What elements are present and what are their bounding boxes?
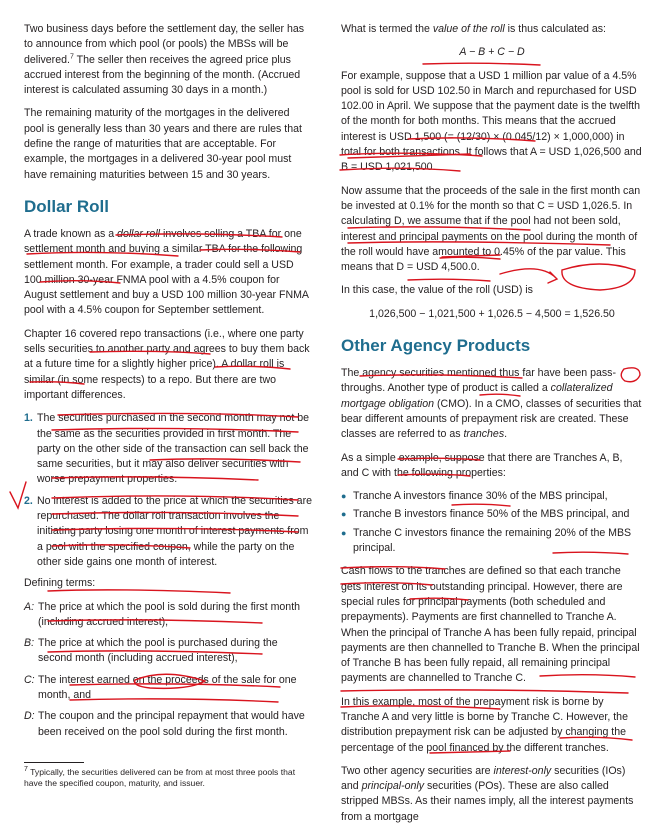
paragraph-repo: Chapter 16 covered repo transactions (i.e., where one party sells securities to another party and agrees to buy them back at a future time for a slightly higher price). A dollar roll is similar (in some respects) to a repo. But there are two important differences. xyxy=(24,327,310,401)
tranche-list xyxy=(341,489,643,556)
paragraph-io-po: Two other agency securities are interest-only securities (IOs) and principal-only securities (POs). These are also called stripped MBSs. As their names imply, all the interest payments from a mortgage xyxy=(341,764,634,823)
list-item: ● Tranche C investors finance the remaining 20% of the MBS principal. xyxy=(341,526,632,555)
term-item: B: The price at which the pool is purchased during the second month (including accrued interest), xyxy=(24,637,278,665)
footnote: $^7$ Typically, the securities delivered can be from at most three pools that have the specified coupon, maturity, and issuer. xyxy=(24,766,296,788)
footnote-divider xyxy=(24,762,84,763)
term-item: D: The coupon and the principal repayment that would have been received on the pool sold during the first month. xyxy=(24,710,305,738)
paragraph-cmo: The agency securities mentioned thus far have been pass-throughs. Another type of product is called a collateralized mortgage obligation (CMO). In a CMO, classes of securities that bear different amounts of prepayment risk are created. These classes are referred to as tranches. xyxy=(341,367,642,441)
paragraph-value-of-roll: What is termed the value of the roll is thus calculated as: xyxy=(341,23,607,35)
terms-list xyxy=(24,600,312,740)
term-item: C: The interest earned on the proceeds of the sale for one month, and xyxy=(24,673,297,701)
differences-list xyxy=(24,411,312,570)
paragraph-cash-flows: Cash flows to the tranches are defined so that each tranche gets interest on its outstanding principal. However, there are special rules for principal payments (both scheduled and prepayments). Payments are first channelled to Tranche A. When the principal of Tranche A has been fully repaid, principal payments are then channelled to Tranche B. When the principal of Tranche B has been fully repaid, all remaining principal payments are channelled to Tranche C. xyxy=(341,565,640,685)
paragraph-dollar-roll: A trade known as a dollar roll involves selling a TBA for one settlement month and buying a similar TBA for the following settlement month. For example, a trader could sell a USD 100 million 30-year FNMA pool with a 4.5% coupon for August settlement and buy a USD 100 million 30-year FNMA pool with a 4.5% coupon for September settlement. xyxy=(24,227,309,317)
right-column xyxy=(341,22,643,833)
paragraph-tranches-intro: As a simple example, suppose that there are Tranches A, B, and C with the following properties: xyxy=(341,451,623,479)
paragraph-example: For example, suppose that a USD 1 million par value of a 4.5% pool is sold for USD 102.50 in March and repurchased for USD 102.00 in April. We suppose that the payment date is the twelfth of the month for both months. This means that the accrued interest is USD 1,500 (= (12/30) × (0.045/12) × 1,000,000) in total for both transactions. It follows that A = USD 1,026,500 and B = USD 1,021,500. xyxy=(341,69,642,174)
list-item: 1. The securities purchased in the second month may not be the same as the securities provided in first month. The party on the other side of the transaction can sell back the same securities, but it may also deliver securities with worse prepayment properties. xyxy=(24,412,310,486)
footnote-ref[interactable]: 7 xyxy=(69,53,74,61)
heading-other-agency-products: Other Agency Products xyxy=(341,336,531,356)
left-column xyxy=(24,22,312,789)
list-item: ● Tranche B investors finance 50% of the MBS principal, and xyxy=(341,508,630,521)
roll-calculation: 1,026,500 − 1,021,500 + 1,026.5 − 4,500 = 1,526.50 xyxy=(369,307,615,320)
paragraph-value-intro: In this case, the value of the roll (USD) is xyxy=(341,284,533,297)
paragraph-settlement: Two business days before the settlement day, the seller has to announce from which pool (or pools) the MBSs will be delivered.$^7$ The seller then receives the agreed price plus accrued interest from the beginning of the month. (Accrued interest is calculated assuming 30 days in a month.) xyxy=(24,23,305,97)
term-item: A: The price at which the pool is sold during the first month (including accrued interest), xyxy=(24,600,301,628)
list-item: ● Tranche A investors finance 30% of the MBS principal, xyxy=(341,490,608,503)
heading-dollar-roll: Dollar Roll xyxy=(24,196,110,216)
roll-formula: A − B + C − D xyxy=(459,46,525,59)
paragraph-proceeds: Now assume that the proceeds of the sale in the first month can be invested at 0.1% for the month so that C = USD 1,026.5. In calculating D, we assume that if the pool had not been sold, interest and principal payments on the pool during the month of the roll would have amounted to 0.45% of the par value. This means that D = USD 4,500.0. xyxy=(341,184,641,274)
defining-terms-label: Defining terms: xyxy=(24,577,96,590)
list-item: 2. No interest is added to the price at which the securities are repurchased. The dollar roll transaction involves the initiating party losing one month of interest payments from a pool with the specified coupon, while the party on the other side gains one month of interest. xyxy=(24,494,312,568)
paragraph-maturity: The remaining maturity of the mortgages in the delivered pool is generally less than 30 years and there are rules that define the range of maturities that are acceptable. For example, the mortgages in a delivered 30-year pool must have remaining maturities between 15 and 30 years. xyxy=(24,107,302,181)
paragraph-prepayment-risk: In this example, most of the prepayment risk is borne by Tranche A and very little is borne by Tranche C. However, the distribution prepayment risk can be adjusted by changing the percentage of the pool financed by the different tranches. xyxy=(341,695,628,754)
calc-result: 1,526.50 xyxy=(573,307,615,320)
